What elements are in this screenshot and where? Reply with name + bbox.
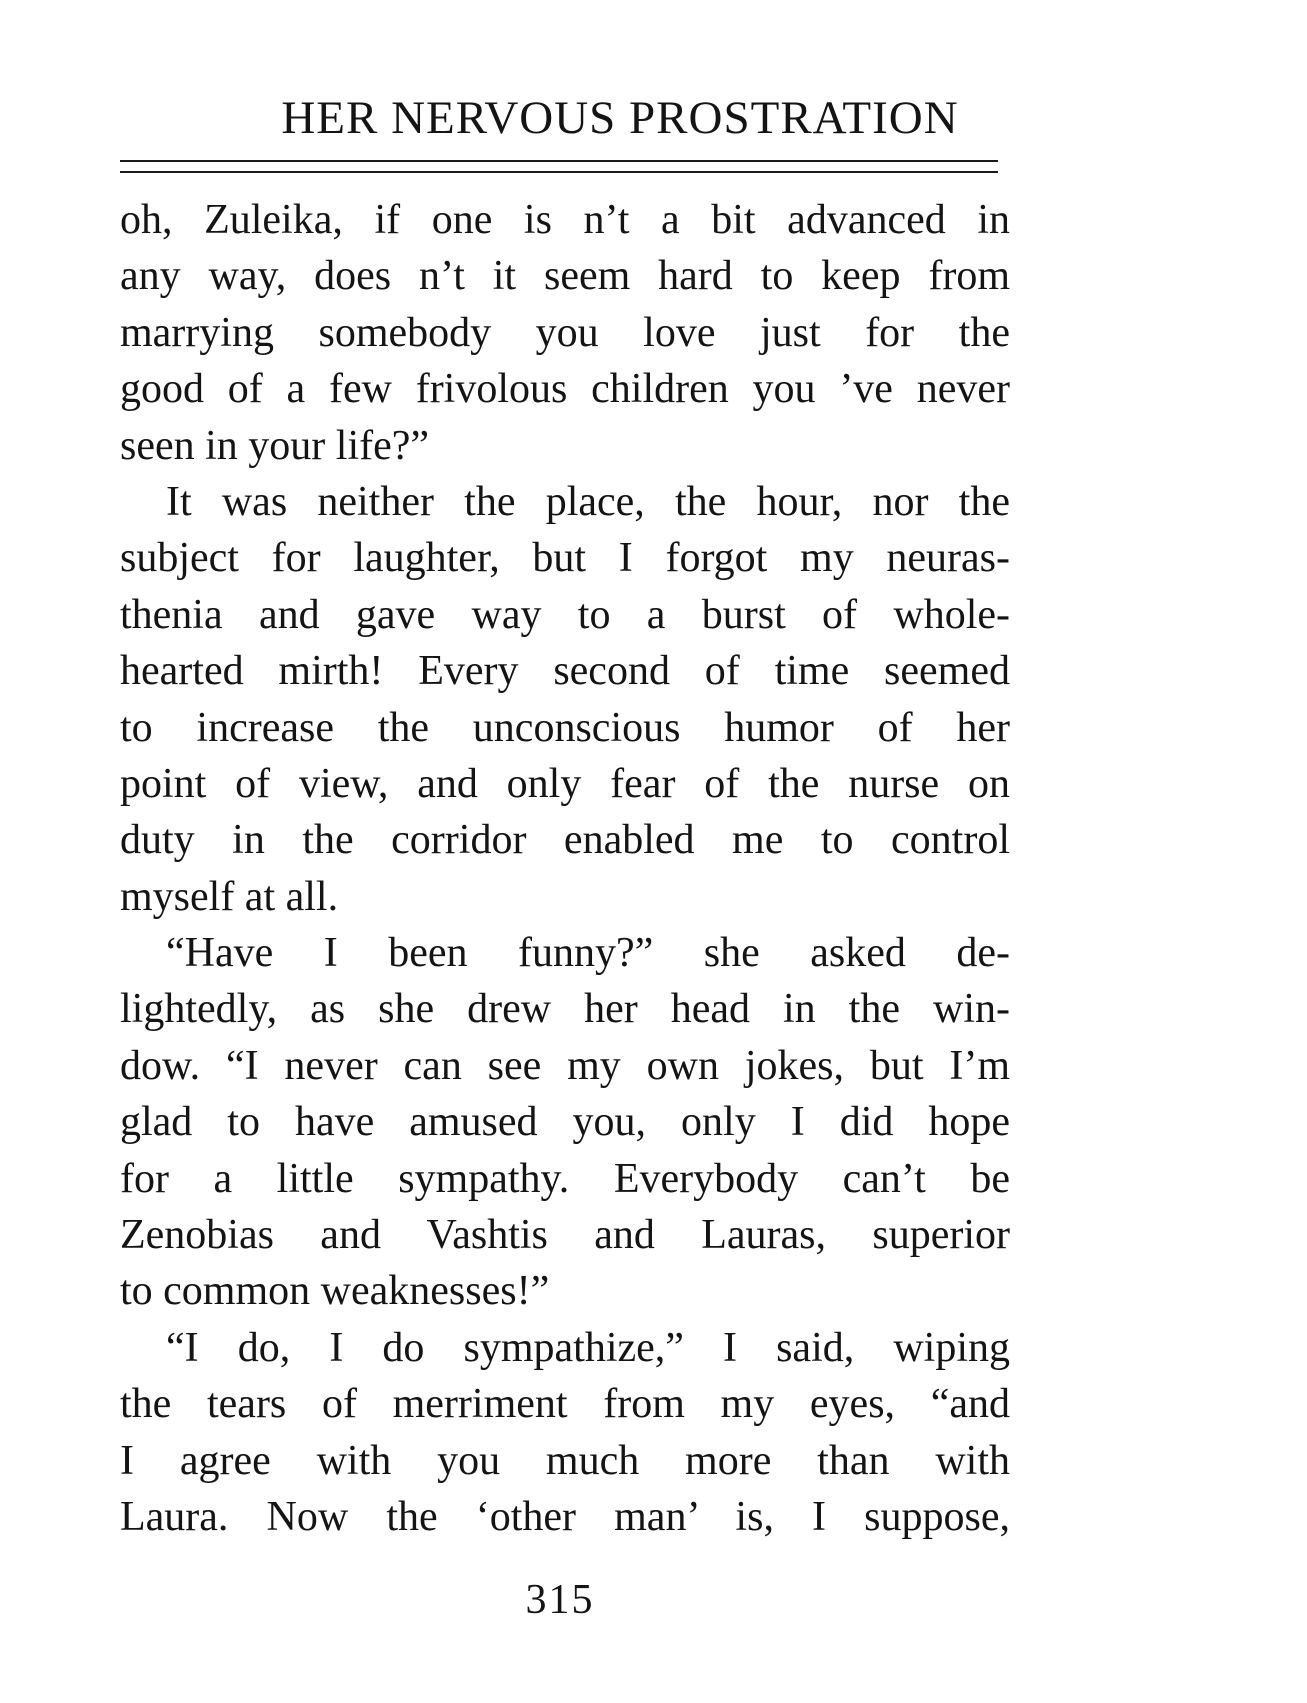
text-line: “Have I been funny?” she asked de- [166, 930, 1010, 977]
body-text [120, 192, 1010, 1545]
text-line: seen in your life?” [120, 422, 430, 469]
text-line: to common weaknesses!” [120, 1268, 550, 1315]
header-rule-top [120, 160, 998, 162]
text-line: thenia and gave way to a burst of whole- [120, 591, 1010, 638]
text-line: any way, does n’t it seem hard to keep from [120, 253, 1010, 300]
text-line: point of view, and only fear of the nurse on [120, 760, 1010, 807]
text-line: the tears of merriment from my eyes, “and [120, 1381, 1010, 1428]
text-line: myself at all. [120, 873, 339, 920]
text-line: dow. “I never can see my own jokes, but I’m [120, 1042, 1010, 1089]
text-line: hearted mirth! Every second of time seemed [120, 648, 1010, 695]
text-line: good of a few frivolous children you ’ve never [120, 366, 1010, 413]
text-line: oh, Zuleika, if one is n’t a bit advanced in [120, 197, 1010, 243]
text-line: “I do, I do sympathize,” I said, wiping [166, 1324, 1010, 1371]
text-line: to increase the unconscious humor of her [120, 704, 1010, 751]
running-title: HER NERVOUS PROSTRATION [281, 92, 959, 144]
text-line: for a little sympathy. Everybody can’t be [120, 1155, 1010, 1202]
text-line: I agree with you much more than with [120, 1437, 1010, 1484]
text-line: marrying somebody you love just for the [120, 309, 1010, 356]
text-line: Laura. Now the ‘other man’ is, I suppose, [120, 1493, 1010, 1540]
text-line: It was neither the place, the hour, nor the [166, 478, 1010, 525]
text-line: lightedly, as she drew her head in the win- [120, 986, 1010, 1033]
text-line: subject for laughter, but I forgot my neuras- [120, 535, 1010, 582]
header-rule-bottom [120, 171, 998, 173]
text-line: duty in the corridor enabled me to control [120, 817, 1010, 864]
page-number: 315 [525, 1577, 595, 1623]
text-line: glad to have amused you, only I did hope [120, 1099, 1010, 1146]
text-line: Zenobias and Vashtis and Lauras, superior [120, 1212, 1010, 1259]
